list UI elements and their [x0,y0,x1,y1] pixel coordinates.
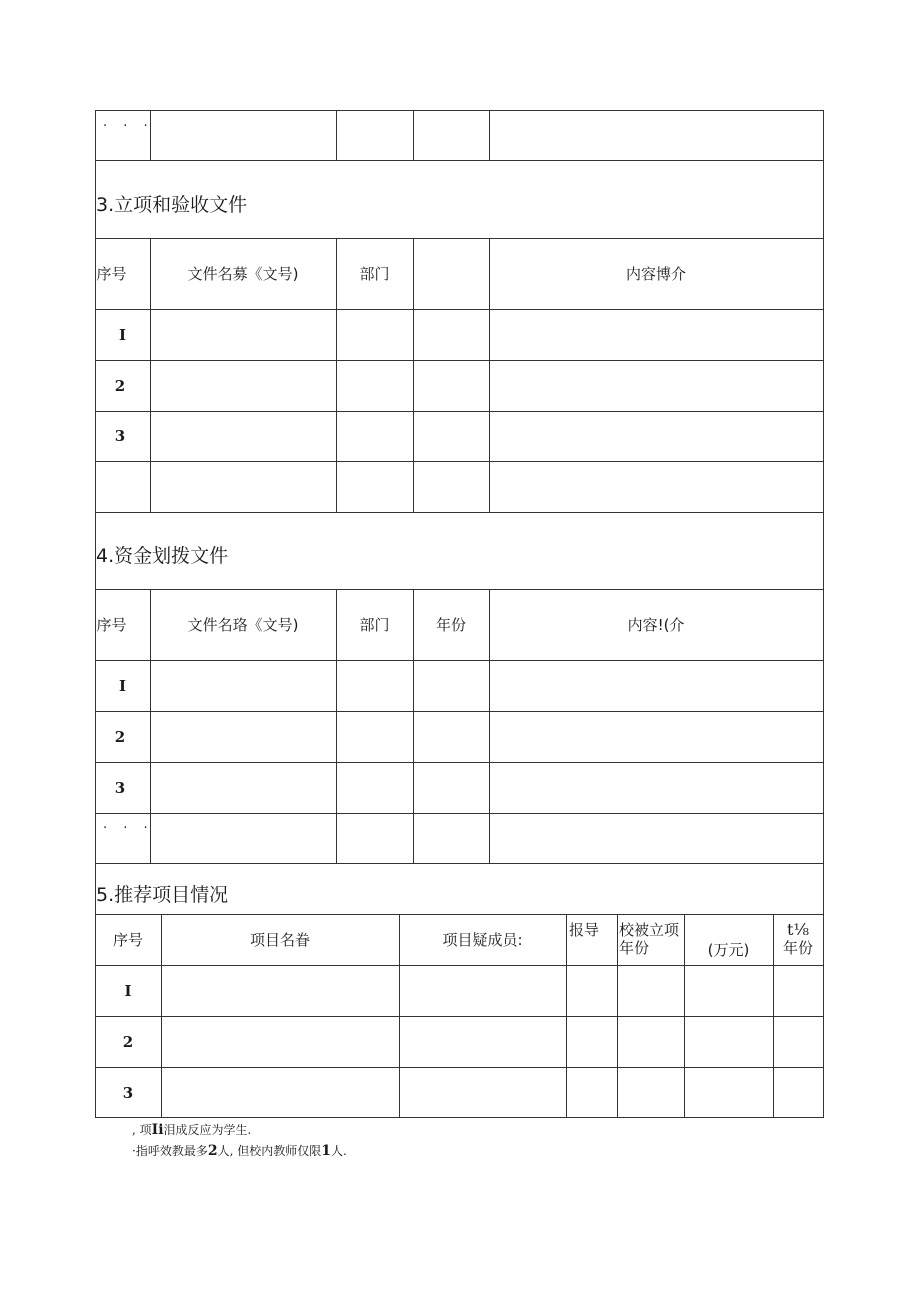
rule [95,813,824,814]
rule [95,762,824,763]
row-number: 3 [114,778,126,797]
header-school-approval-line: 校被立项 [619,921,680,939]
rule [489,110,490,160]
row-number: 2 [114,376,126,395]
section-5-title: 5.推荐项目情况 [96,884,229,906]
header-project-members: 项目疑成员: [442,931,523,949]
rule [336,110,337,160]
row-number: I [124,981,132,1000]
ellipsis-mark: · · · [103,119,154,134]
rule [95,309,824,310]
row-number: 2 [122,1032,134,1051]
rule [823,110,824,1118]
section-3-title: 3.立项和验收文件 [96,194,248,216]
rule [95,711,824,712]
header-seq: 序号 [112,931,143,949]
header-project-name: 项目名眷 [249,931,310,949]
rule [95,160,824,161]
rule [95,461,824,462]
row-number: I [118,676,127,695]
rule [150,110,151,160]
header-content: 内容博介 [625,265,686,283]
rule [95,965,824,966]
rule [95,863,824,864]
header-school-approval-year [617,916,686,962]
header-file-name: 文件名珞《文号) [187,616,299,634]
form-table [95,110,824,1118]
ellipsis-mark: · · · [103,821,154,836]
header-dept: 部门 [359,616,390,634]
header-year [773,914,823,964]
header-content: 内容!(介 [627,616,685,634]
header-year-top: t⅛ [787,920,809,939]
rule [95,1117,824,1118]
header-file-name: 文件名募《文号) [187,265,299,283]
row-number: 3 [122,1083,134,1102]
footnotes [132,1120,347,1162]
header-seq: 序号 [96,616,127,634]
row-number: I [118,325,127,344]
header-year [413,238,489,309]
rule [95,1016,824,1017]
footnote-1: , 项Ii泪成反应为学生. [132,1122,252,1138]
header-year: 年份 [435,616,466,634]
rule [95,660,824,661]
rule [566,914,567,1118]
rule [413,110,414,160]
rule [95,110,824,111]
header-dept: 部门 [359,265,390,283]
header-year-bottom: 年份 [782,939,813,957]
footnote-2: ·指呼效教最多2人, 但校内教师仅限1人. [132,1143,347,1159]
rule [95,1067,824,1068]
section-4-title: 4.资金划拨文件 [96,545,229,567]
header-advisor: 报导 [568,920,599,939]
header-seq: 序号 [96,265,127,283]
row-number [95,461,145,512]
rule [95,411,824,412]
header-funds: (万元) [707,940,750,959]
rule [95,360,824,361]
row-number: 3 [114,427,126,445]
rule [95,512,824,513]
header-school-approval-year-line: 年份 [619,939,650,957]
row-number: 2 [114,727,126,746]
